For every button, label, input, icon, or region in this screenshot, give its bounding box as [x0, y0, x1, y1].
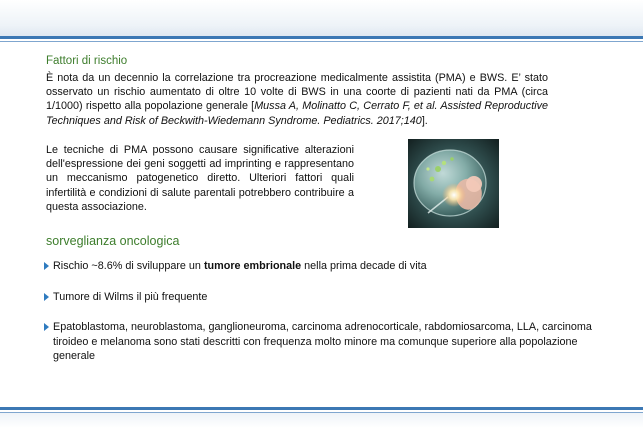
citation: Mussa A, Molinatto C, Cerrato F, et al. Assisted Reproductive Techniques and Risk of Beckwith-Wiedemann Syndrome. Pediatrics. 2017;140	[46, 100, 548, 127]
bullet-text-start: Rischio ~8.6% di sviluppare un	[53, 260, 204, 272]
para1-text: È nota da un decennio la correlazione tra procreazione medicalmente assistita (PMA) e BWS. E’ stato osservato un rischio aumentato di oltre 10 volte di BWS in una coorte di pazienti nati da PMA (circa 1/1000) rispetto alla popolazione generale [	[46, 72, 548, 113]
embryo-illustration	[408, 139, 499, 228]
header-rule-thin	[0, 41, 643, 42]
risk-factors-title: Fattori di rischio	[46, 55, 128, 67]
footer-rule	[0, 407, 643, 410]
list-item	[44, 320, 593, 364]
embryo-ivf-image	[408, 139, 499, 228]
triangle-right-icon	[44, 323, 49, 331]
bullet-text-end: nella prima decade di vita	[301, 260, 427, 272]
footer-band	[0, 413, 643, 428]
pma-correlation-paragraph	[46, 71, 548, 128]
oncological-surveillance-title: sorveglianza oncologica	[46, 234, 180, 248]
header-band	[0, 0, 643, 36]
bullet-text: Epatoblastoma, neuroblastoma, ganglioneuroma, carcinoma adrenocorticale, rabdomiosarcoma, LLA, carcinoma tiroideo e melanoma sono stati descritti con frequenza molto minore ma comunque superiore alla popolazione generale	[53, 321, 592, 362]
list-item	[44, 259, 593, 274]
header-rule	[0, 36, 643, 39]
triangle-right-icon	[44, 293, 49, 301]
list-item	[44, 290, 593, 305]
para1-end: ].	[421, 114, 428, 127]
bullet-text: Tumore di Wilms il più frequente	[53, 291, 208, 303]
embryonal-tumor-emphasis: tumore embrionale	[203, 260, 302, 272]
pma-mechanism-paragraph: Le tecniche di PMA possono causare significative alterazioni dell'espressione dei geni soggetti ad imprinting e rappresentano un meccanismo patogenetico diretto. Ulteriori fattori quali infertilità e condizioni di salute parentali potrebbero contribuire a questa associazione.	[46, 144, 354, 213]
triangle-right-icon	[44, 262, 49, 270]
